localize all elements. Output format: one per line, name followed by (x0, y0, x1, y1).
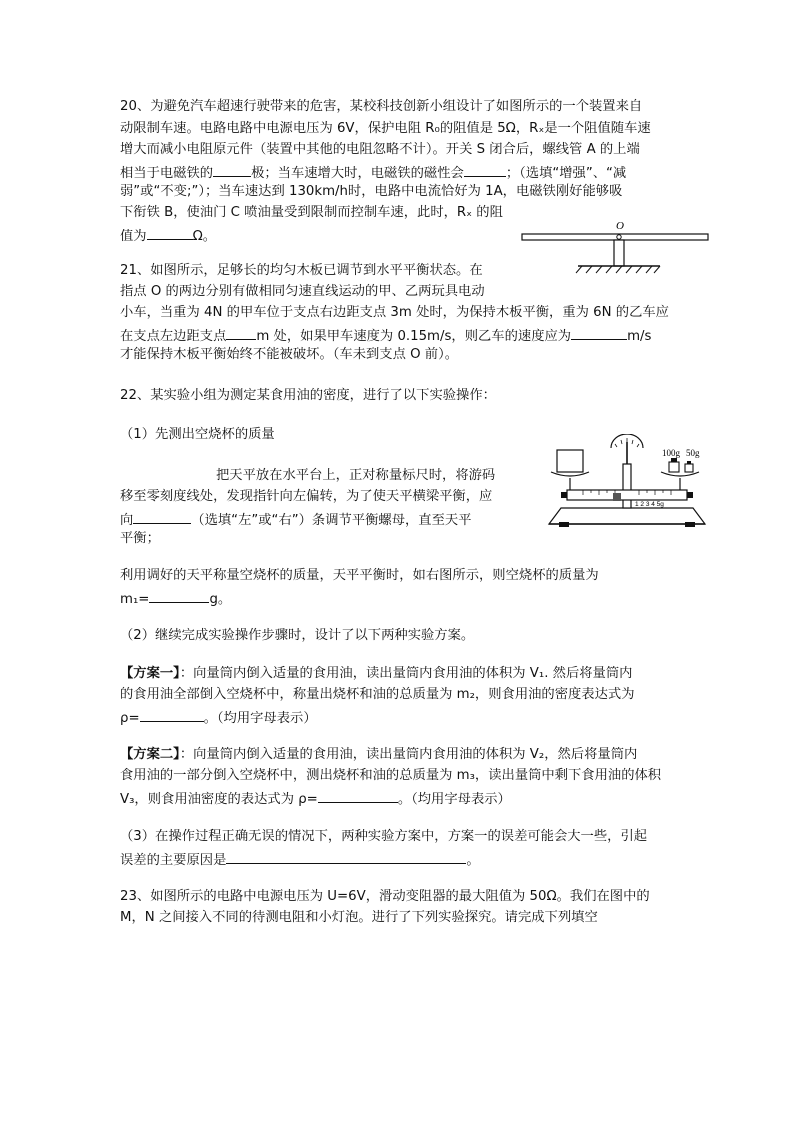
q22-answer-blank-density-plan1[interactable] (140, 707, 204, 722)
q22-line: 22、某实验小组为测定某食用油的密度，进行了以下实验操作： (120, 388, 496, 403)
balance-beam (567, 490, 687, 500)
pivot-support (614, 240, 624, 266)
q22-text: 。（均用字母表示） (203, 711, 317, 726)
q22-text: 向 (120, 513, 134, 528)
q22-line: 移至零刻度线处，发现指针向左偏转，为了使天平横梁平衡，应 (120, 489, 493, 504)
q22-answer-blank-error-reason[interactable] (226, 849, 466, 864)
q20-answer-blank-magnetism[interactable] (464, 162, 506, 177)
beam-scale-label: 1 2 3 4 5g (635, 501, 664, 508)
q22-line: 平衡； (120, 531, 160, 546)
q22-plan2-line (120, 746, 637, 764)
q21-answer-blank-speed[interactable] (571, 325, 627, 340)
q21-line: 小车，当重为 4N 的甲车位于支点右边距支点 3m 处时，为保持木板平衡，重为 6N 的乙车应 (120, 305, 669, 320)
q21-line: 21、如图所示，足够长的均匀木板已调节到水平平衡状态。在 (120, 263, 483, 278)
left-pan (551, 472, 589, 476)
q20-line: 下衔铁 B，使油门 C 喷油量受到限制而控制车速，此时，Rₓ 的阻 (120, 205, 503, 220)
q21-text: m 处，如果甲车速度为 0.15m/s，则乙车的速度应为 (256, 329, 572, 344)
empty-beaker (557, 450, 583, 472)
q22-answer-blank-direction[interactable] (133, 509, 191, 524)
plan2-tag: 【方案二】 (120, 747, 180, 762)
balance-pillar (623, 464, 631, 508)
q21-answer-blank-distance[interactable] (226, 325, 256, 340)
q22-text: ：向量筒内倒入适量的食用油，读出量筒内食用油的体积为 V₂，然后将量筒内 (179, 747, 638, 762)
q22-plan2-line: 食用油的一部分倒入空烧杯中，测出烧杯和油的总质量为 m₃，读出量筒中剩下食用油的体积 (120, 768, 662, 783)
q22-answer-blank-mass[interactable] (149, 588, 209, 603)
q20-text: 值为 (120, 229, 147, 244)
q20-line (120, 162, 626, 183)
balance-nut (687, 492, 693, 498)
q22-text: ρ= (120, 711, 140, 726)
q21-line (120, 325, 651, 346)
q20-answer-blank-pole[interactable] (213, 162, 251, 177)
lever-board (522, 234, 708, 240)
weight-50g (685, 464, 693, 472)
q22-line: （3）在操作过程正确无误的情况下，两种实验方案中，方案一的误差可能会大一些，引起 (120, 829, 648, 844)
q20-answer-blank-resistance[interactable] (147, 225, 193, 240)
weight-100g (669, 462, 679, 472)
q21-line: 才能保持木板平衡始终不能被破坏。（车未到支点 O 前）。 (120, 347, 459, 362)
q20-line: 20、为避免汽车超速行驶带来的危害，某校科技创新小组设计了如图所示的一个装置来自 (120, 99, 643, 114)
q22-subtitle: （2）继续完成实验操作步骤时，设计了以下两种实验方案。 (120, 628, 475, 643)
q20-text: 极；当车速增大时，电磁铁的磁性会 (251, 166, 464, 181)
q22-answer-blank-density-plan2[interactable] (318, 788, 398, 803)
q20-text: 相当于电磁铁的 (120, 166, 214, 181)
q20-line: 增大而减小电阻原元件（装置中其他的电阻忽略不计）。开关 S 闭合后，螺线管 A 的上端 (120, 142, 640, 157)
balance-figure (543, 434, 711, 530)
q22-text: 误差的主要原因是 (120, 853, 227, 868)
q23-line: M，N 之间接入不同的待测电阻和小灯泡。进行了下列实验探究。请完成下列填空 (120, 910, 598, 925)
q22-line: 把天平放在水平台上，正对称量标尺时，将游码 (216, 468, 496, 483)
q20-line: 动限制车速。电路电路中电源电压为 6V，保护电阻 R₀的阻值是 5Ω，Rₓ是一个阻值随车速 (120, 121, 651, 136)
q22-line (120, 509, 472, 530)
q22-text: （选填“左”或“右”）条调节平衡螺母，直至天平 (191, 513, 472, 528)
q22-line: 利用调好的天平称量空烧杯的质量，天平平衡时，如右图所示，则空烧杯的质量为 (120, 568, 599, 583)
weight-label-50g: 50g (686, 448, 700, 458)
q22-text: m₁= (120, 592, 150, 607)
pivot-point (617, 235, 621, 239)
q21-text: 在支点左边距支点 (120, 329, 227, 344)
plan1-tag: 【方案一】 (120, 666, 180, 681)
q21-text: m/s (627, 329, 652, 344)
q20-line: 弱”或“不变;”）；当车速达到 130km/h时，电路中电流恰好为 1A，电磁铁刚好能够吸 (120, 184, 623, 199)
q22-plan2-line (120, 788, 511, 809)
q22-text: ：向量筒内倒入适量的食用油，读出量筒内食用油的体积为 V₁. 然后将量筒内 (179, 666, 633, 681)
q20-text: ；（选填“增强”、“减 (505, 166, 627, 181)
balance-foot (685, 522, 695, 527)
q23-line: 23、如图所示的电路中电源电压为 U=6V，滑动变阻器的最大阻值为 50Ω。我们在图中的 (120, 889, 650, 904)
q20-text: Ω。 (192, 229, 217, 244)
ground-hatching (576, 266, 660, 273)
lever-figure (520, 218, 710, 280)
q22-text: 。 (466, 853, 480, 868)
q21-line: 指点 O 的两边分别有做相同匀速直线运动的甲、乙两玩具电动 (120, 284, 485, 299)
right-pan (661, 472, 699, 476)
rider (613, 493, 621, 501)
weight-label-100g: 100g (662, 448, 680, 458)
q22-plan1-line (120, 665, 632, 683)
pivot-label-o: O (616, 220, 624, 232)
q22-subtitle: （1）先测出空烧杯的质量 (120, 427, 275, 442)
balance-base (549, 508, 705, 524)
q22-text: 。（均用字母表示） (397, 792, 511, 807)
q22-line (120, 588, 231, 609)
q22-plan1-line: 的食用油全部倒入空烧杯中，称量出烧杯和油的总质量为 m₂，则食用油的密度表达式为 (120, 687, 635, 702)
balance-foot (559, 522, 569, 527)
balance-nut (561, 492, 567, 498)
q22-plan1-line (120, 707, 317, 728)
q22-text: V₃，则食用油密度的表达式为 ρ= (120, 792, 318, 807)
q22-text: g。 (209, 592, 232, 607)
q22-line (120, 849, 480, 870)
q20-line (120, 225, 216, 246)
